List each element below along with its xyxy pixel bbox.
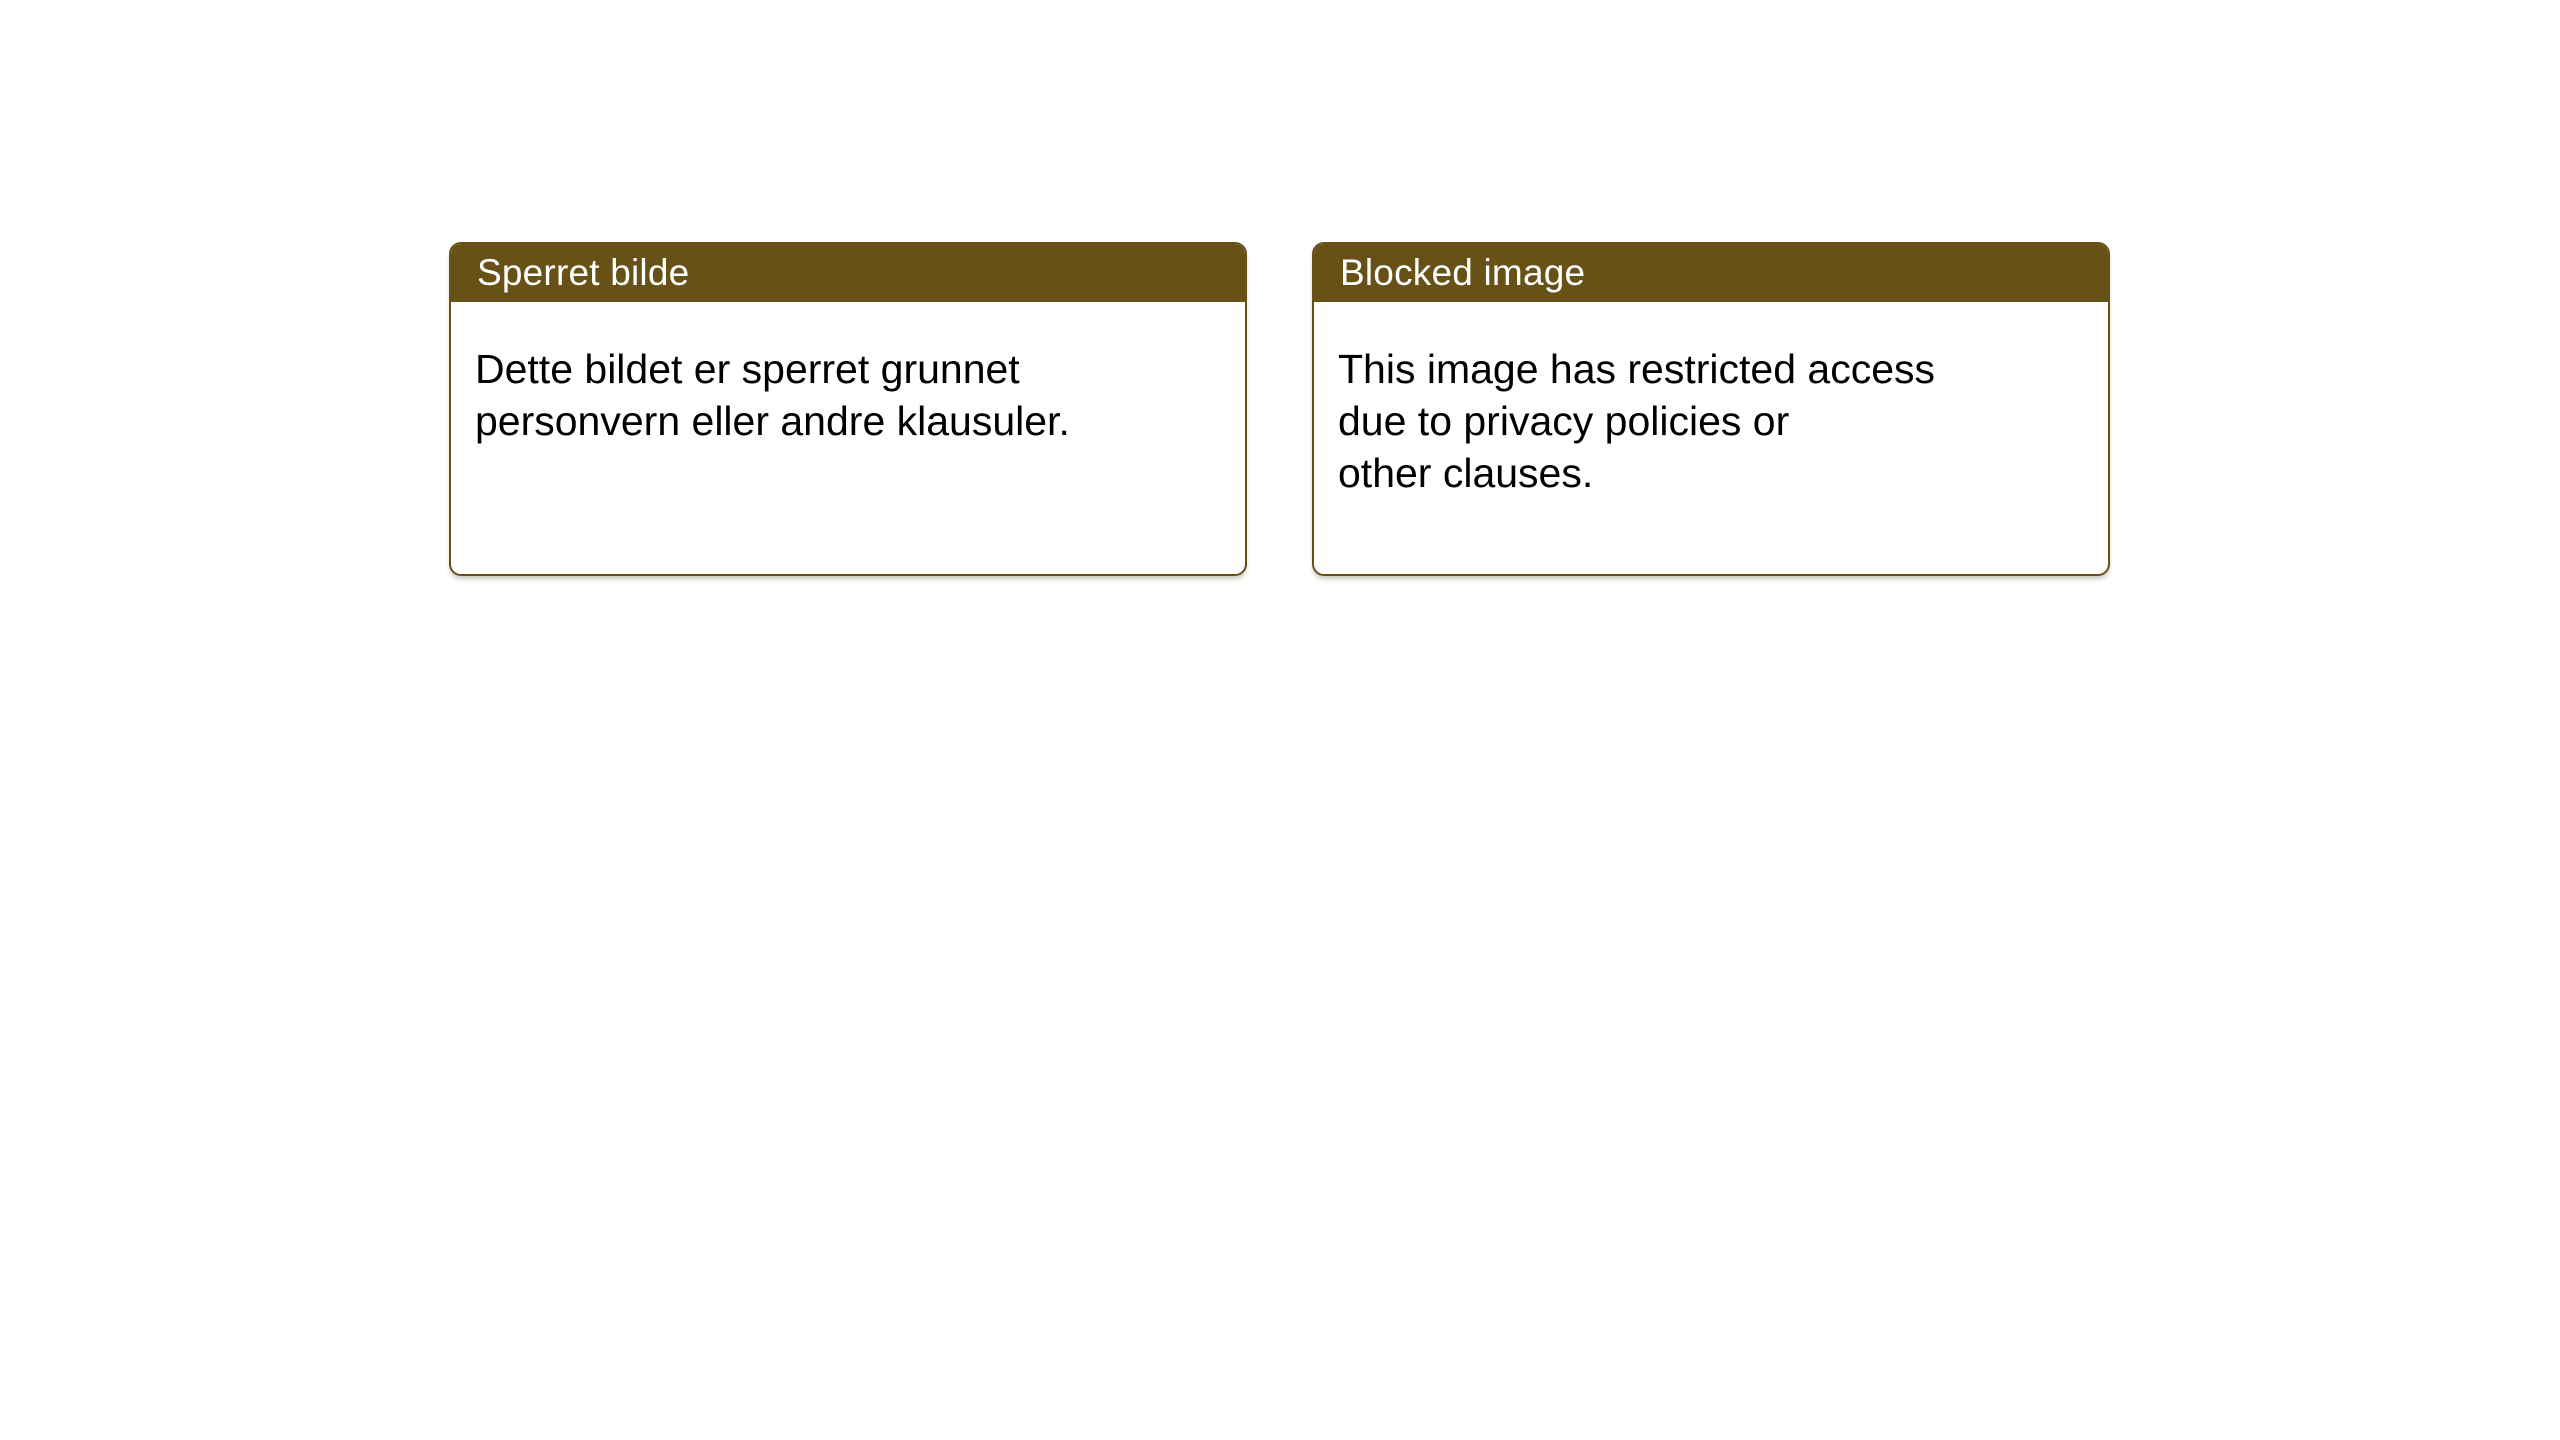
blocked-image-notice-norwegian [449, 242, 1247, 576]
body-text-line: personvern eller andre klausuler. [475, 398, 1070, 444]
card-header [1314, 244, 2108, 302]
body-text-line: other clauses. [1338, 450, 1594, 496]
card-header [451, 244, 1245, 302]
body-text-line: This image has restricted access [1338, 346, 1936, 392]
card-title: Sperret bilde [477, 252, 690, 293]
card-body [1314, 302, 2108, 499]
blocked-image-notice-english [1312, 242, 2110, 576]
body-text-line: Dette bildet er sperret grunnet [475, 346, 1020, 392]
card-body [451, 302, 1245, 447]
card-title: Blocked image [1340, 252, 1586, 293]
body-text-line: due to privacy policies or [1338, 398, 1790, 444]
